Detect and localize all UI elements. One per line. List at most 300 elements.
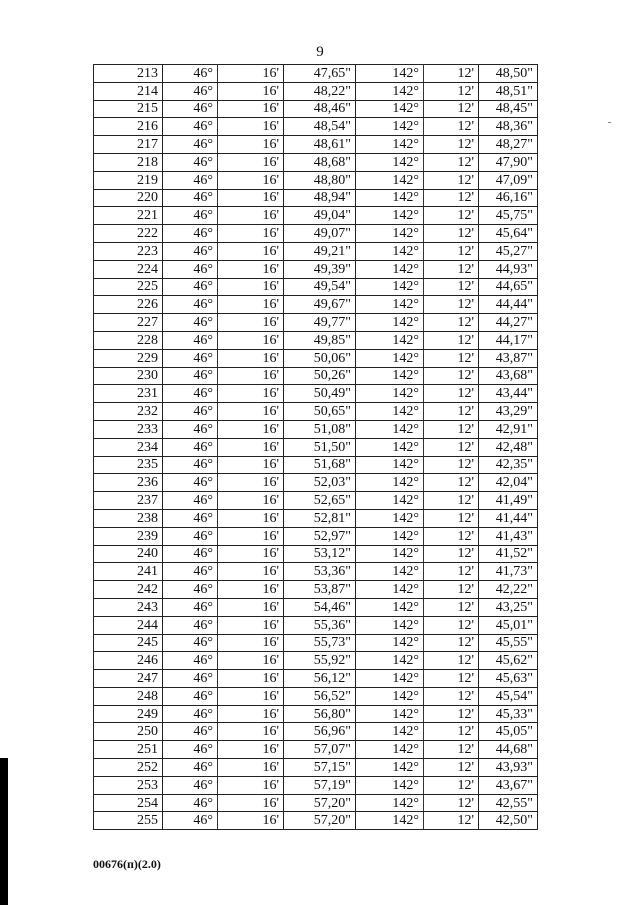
lon-degrees-cell: 142° — [356, 385, 424, 403]
lon-minutes-cell: 12' — [424, 385, 479, 403]
lat-seconds-cell: 56,52" — [284, 687, 356, 705]
lon-degrees-cell: 142° — [356, 136, 424, 154]
lon-minutes-cell: 12' — [424, 474, 479, 492]
table-row — [94, 260, 538, 278]
lat-seconds-cell: 52,65" — [284, 492, 356, 510]
lon-degrees-cell: 142° — [356, 581, 424, 599]
lat-degrees-cell: 46° — [163, 349, 218, 367]
table-row — [94, 385, 538, 403]
lat-seconds-cell: 50,06" — [284, 349, 356, 367]
lon-seconds-cell: 42,04" — [479, 474, 538, 492]
lat-seconds-cell: 51,08" — [284, 420, 356, 438]
lat-seconds-cell: 48,68" — [284, 153, 356, 171]
lat-degrees-cell: 46° — [163, 634, 218, 652]
lat-minutes-cell: 16' — [218, 278, 284, 296]
lat-seconds-cell: 50,26" — [284, 367, 356, 385]
point-number-cell: 233 — [94, 420, 163, 438]
lon-seconds-cell: 43,29" — [479, 403, 538, 421]
table-row — [94, 331, 538, 349]
lon-degrees-cell: 142° — [356, 563, 424, 581]
lon-seconds-cell: 44,17" — [479, 331, 538, 349]
lat-degrees-cell: 46° — [163, 705, 218, 723]
table-row — [94, 207, 538, 225]
point-number-cell: 231 — [94, 385, 163, 403]
lon-minutes-cell: 12' — [424, 136, 479, 154]
lon-seconds-cell: 41,49" — [479, 492, 538, 510]
point-number-cell: 250 — [94, 723, 163, 741]
lon-degrees-cell: 142° — [356, 670, 424, 688]
lon-minutes-cell: 12' — [424, 598, 479, 616]
lon-seconds-cell: 42,50" — [479, 812, 538, 830]
lon-minutes-cell: 12' — [424, 527, 479, 545]
lon-minutes-cell: 12' — [424, 581, 479, 599]
table-row — [94, 314, 538, 332]
point-number-cell: 249 — [94, 705, 163, 723]
table-row — [94, 367, 538, 385]
table-row — [94, 118, 538, 136]
lon-seconds-cell: 43,25" — [479, 598, 538, 616]
lat-degrees-cell: 46° — [163, 385, 218, 403]
lat-seconds-cell: 52,81" — [284, 509, 356, 527]
lat-seconds-cell: 54,46" — [284, 598, 356, 616]
lat-minutes-cell: 16' — [218, 403, 284, 421]
point-number-cell: 235 — [94, 456, 163, 474]
lon-minutes-cell: 12' — [424, 652, 479, 670]
lon-seconds-cell: 43,87" — [479, 349, 538, 367]
lon-degrees-cell: 142° — [356, 527, 424, 545]
lat-seconds-cell: 55,73" — [284, 634, 356, 652]
point-number-cell: 221 — [94, 207, 163, 225]
lat-degrees-cell: 46° — [163, 242, 218, 260]
coordinates-table-body — [94, 65, 538, 830]
lat-seconds-cell: 57,19" — [284, 776, 356, 794]
lat-minutes-cell: 16' — [218, 598, 284, 616]
lon-degrees-cell: 142° — [356, 705, 424, 723]
lat-minutes-cell: 16' — [218, 527, 284, 545]
lat-degrees-cell: 46° — [163, 118, 218, 136]
lon-seconds-cell: 44,27" — [479, 314, 538, 332]
lon-minutes-cell: 12' — [424, 118, 479, 136]
lon-degrees-cell: 142° — [356, 776, 424, 794]
lat-degrees-cell: 46° — [163, 545, 218, 563]
lat-seconds-cell: 49,67" — [284, 296, 356, 314]
point-number-cell: 229 — [94, 349, 163, 367]
lon-degrees-cell: 142° — [356, 296, 424, 314]
lon-degrees-cell: 142° — [356, 225, 424, 243]
lon-seconds-cell: 41,52" — [479, 545, 538, 563]
lat-seconds-cell: 56,96" — [284, 723, 356, 741]
lon-minutes-cell: 12' — [424, 260, 479, 278]
lon-seconds-cell: 45,27" — [479, 242, 538, 260]
lat-minutes-cell: 16' — [218, 296, 284, 314]
lat-degrees-cell: 46° — [163, 260, 218, 278]
point-number-cell: 237 — [94, 492, 163, 510]
lon-seconds-cell: 47,90" — [479, 153, 538, 171]
lon-degrees-cell: 142° — [356, 118, 424, 136]
lat-degrees-cell: 46° — [163, 314, 218, 332]
scan-edge-mark — [0, 758, 8, 905]
lat-degrees-cell: 46° — [163, 420, 218, 438]
lat-degrees-cell: 46° — [163, 474, 218, 492]
lon-minutes-cell: 12' — [424, 225, 479, 243]
table-row — [94, 794, 538, 812]
lat-degrees-cell: 46° — [163, 438, 218, 456]
lat-minutes-cell: 16' — [218, 492, 284, 510]
lat-minutes-cell: 16' — [218, 136, 284, 154]
table-row — [94, 456, 538, 474]
lon-seconds-cell: 44,44" — [479, 296, 538, 314]
lon-seconds-cell: 42,35" — [479, 456, 538, 474]
lat-minutes-cell: 16' — [218, 563, 284, 581]
lon-degrees-cell: 142° — [356, 634, 424, 652]
lon-minutes-cell: 12' — [424, 705, 479, 723]
lat-seconds-cell: 48,46" — [284, 100, 356, 118]
lat-degrees-cell: 46° — [163, 670, 218, 688]
lat-seconds-cell: 51,50" — [284, 438, 356, 456]
table-row — [94, 65, 538, 83]
lat-degrees-cell: 46° — [163, 225, 218, 243]
lat-degrees-cell: 46° — [163, 82, 218, 100]
table-row — [94, 296, 538, 314]
lat-minutes-cell: 16' — [218, 723, 284, 741]
page-number: 9 — [316, 44, 324, 60]
lon-degrees-cell: 142° — [356, 545, 424, 563]
lon-seconds-cell: 48,45" — [479, 100, 538, 118]
table-row — [94, 705, 538, 723]
table-row — [94, 759, 538, 777]
lat-degrees-cell: 46° — [163, 527, 218, 545]
lat-seconds-cell: 49,07" — [284, 225, 356, 243]
lon-seconds-cell: 41,43" — [479, 527, 538, 545]
lat-degrees-cell: 46° — [163, 367, 218, 385]
lon-seconds-cell: 44,68" — [479, 741, 538, 759]
lon-seconds-cell: 45,55" — [479, 634, 538, 652]
lat-minutes-cell: 16' — [218, 385, 284, 403]
table-row — [94, 492, 538, 510]
lon-minutes-cell: 12' — [424, 776, 479, 794]
lat-minutes-cell: 16' — [218, 652, 284, 670]
lon-seconds-cell: 45,33" — [479, 705, 538, 723]
lon-seconds-cell: 44,65" — [479, 278, 538, 296]
lon-minutes-cell: 12' — [424, 207, 479, 225]
point-number-cell: 214 — [94, 82, 163, 100]
lon-degrees-cell: 142° — [356, 153, 424, 171]
lat-minutes-cell: 16' — [218, 670, 284, 688]
lat-minutes-cell: 16' — [218, 189, 284, 207]
lon-seconds-cell: 41,73" — [479, 563, 538, 581]
lon-degrees-cell: 142° — [356, 207, 424, 225]
lon-minutes-cell: 12' — [424, 812, 479, 830]
lat-seconds-cell: 47,65" — [284, 65, 356, 83]
lat-degrees-cell: 46° — [163, 598, 218, 616]
lat-degrees-cell: 46° — [163, 509, 218, 527]
lon-seconds-cell: 48,27" — [479, 136, 538, 154]
coordinates-table — [93, 64, 538, 830]
lon-minutes-cell: 12' — [424, 741, 479, 759]
lon-seconds-cell: 43,67" — [479, 776, 538, 794]
lon-degrees-cell: 142° — [356, 100, 424, 118]
point-number-cell: 225 — [94, 278, 163, 296]
table-row — [94, 687, 538, 705]
lon-degrees-cell: 142° — [356, 403, 424, 421]
table-row — [94, 723, 538, 741]
lat-seconds-cell: 55,92" — [284, 652, 356, 670]
lon-seconds-cell: 46,16" — [479, 189, 538, 207]
table-row — [94, 741, 538, 759]
lat-seconds-cell: 56,80" — [284, 705, 356, 723]
lon-seconds-cell: 42,55" — [479, 794, 538, 812]
table-row — [94, 776, 538, 794]
lon-seconds-cell: 42,91" — [479, 420, 538, 438]
point-number-cell: 254 — [94, 794, 163, 812]
lon-degrees-cell: 142° — [356, 242, 424, 260]
table-row — [94, 171, 538, 189]
lat-minutes-cell: 16' — [218, 171, 284, 189]
point-number-cell: 242 — [94, 581, 163, 599]
lat-minutes-cell: 16' — [218, 634, 284, 652]
point-number-cell: 218 — [94, 153, 163, 171]
lat-seconds-cell: 49,21" — [284, 242, 356, 260]
lat-minutes-cell: 16' — [218, 581, 284, 599]
lat-degrees-cell: 46° — [163, 723, 218, 741]
lon-seconds-cell: 45,01" — [479, 616, 538, 634]
lat-degrees-cell: 46° — [163, 794, 218, 812]
lat-degrees-cell: 46° — [163, 812, 218, 830]
lon-degrees-cell: 142° — [356, 616, 424, 634]
lon-degrees-cell: 142° — [356, 652, 424, 670]
lat-minutes-cell: 16' — [218, 420, 284, 438]
lon-degrees-cell: 142° — [356, 171, 424, 189]
lon-degrees-cell: 142° — [356, 331, 424, 349]
table-row — [94, 349, 538, 367]
point-number-cell: 253 — [94, 776, 163, 794]
lon-degrees-cell: 142° — [356, 278, 424, 296]
lat-degrees-cell: 46° — [163, 153, 218, 171]
lat-minutes-cell: 16' — [218, 207, 284, 225]
lat-degrees-cell: 46° — [163, 171, 218, 189]
lon-degrees-cell: 142° — [356, 189, 424, 207]
lon-degrees-cell: 142° — [356, 82, 424, 100]
lon-degrees-cell: 142° — [356, 420, 424, 438]
lat-degrees-cell: 46° — [163, 100, 218, 118]
lon-degrees-cell: 142° — [356, 367, 424, 385]
lon-minutes-cell: 12' — [424, 242, 479, 260]
point-number-cell: 238 — [94, 509, 163, 527]
table-row — [94, 242, 538, 260]
table-row — [94, 100, 538, 118]
point-number-cell: 215 — [94, 100, 163, 118]
lon-minutes-cell: 12' — [424, 563, 479, 581]
lon-degrees-cell: 142° — [356, 509, 424, 527]
lat-degrees-cell: 46° — [163, 616, 218, 634]
point-number-cell: 232 — [94, 403, 163, 421]
table-row — [94, 545, 538, 563]
point-number-cell: 230 — [94, 367, 163, 385]
lon-degrees-cell: 142° — [356, 741, 424, 759]
lon-minutes-cell: 12' — [424, 759, 479, 777]
point-number-cell: 244 — [94, 616, 163, 634]
table-row — [94, 563, 538, 581]
lat-seconds-cell: 53,87" — [284, 581, 356, 599]
lon-seconds-cell: 48,51" — [479, 82, 538, 100]
lat-minutes-cell: 16' — [218, 545, 284, 563]
point-number-cell: 255 — [94, 812, 163, 830]
lat-seconds-cell: 55,36" — [284, 616, 356, 634]
table-row — [94, 581, 538, 599]
table-row — [94, 652, 538, 670]
point-number-cell: 234 — [94, 438, 163, 456]
lon-minutes-cell: 12' — [424, 331, 479, 349]
lat-seconds-cell: 48,61" — [284, 136, 356, 154]
lon-seconds-cell: 43,93" — [479, 759, 538, 777]
point-number-cell: 245 — [94, 634, 163, 652]
lat-seconds-cell: 49,54" — [284, 278, 356, 296]
lat-seconds-cell: 50,49" — [284, 385, 356, 403]
point-number-cell: 239 — [94, 527, 163, 545]
lat-degrees-cell: 46° — [163, 296, 218, 314]
table-row — [94, 474, 538, 492]
point-number-cell: 236 — [94, 474, 163, 492]
lat-minutes-cell: 16' — [218, 65, 284, 83]
point-number-cell: 223 — [94, 242, 163, 260]
point-number-cell: 224 — [94, 260, 163, 278]
point-number-cell: 252 — [94, 759, 163, 777]
lon-degrees-cell: 142° — [356, 598, 424, 616]
lat-seconds-cell: 49,04" — [284, 207, 356, 225]
lat-degrees-cell: 46° — [163, 759, 218, 777]
lat-seconds-cell: 52,03" — [284, 474, 356, 492]
lat-minutes-cell: 16' — [218, 794, 284, 812]
lon-seconds-cell: 48,50" — [479, 65, 538, 83]
lat-minutes-cell: 16' — [218, 705, 284, 723]
lat-seconds-cell: 48,54" — [284, 118, 356, 136]
lat-seconds-cell: 50,65" — [284, 403, 356, 421]
lon-minutes-cell: 12' — [424, 314, 479, 332]
lat-degrees-cell: 46° — [163, 581, 218, 599]
lon-degrees-cell: 142° — [356, 438, 424, 456]
table-row — [94, 82, 538, 100]
lat-minutes-cell: 16' — [218, 687, 284, 705]
lon-minutes-cell: 12' — [424, 367, 479, 385]
table-row — [94, 670, 538, 688]
lat-seconds-cell: 57,15" — [284, 759, 356, 777]
lat-seconds-cell: 57,07" — [284, 741, 356, 759]
lon-seconds-cell: 45,75" — [479, 207, 538, 225]
lat-degrees-cell: 46° — [163, 403, 218, 421]
lon-seconds-cell: 47,09" — [479, 171, 538, 189]
table-row — [94, 403, 538, 421]
lat-minutes-cell: 16' — [218, 225, 284, 243]
scan-speck — [608, 122, 611, 123]
lat-degrees-cell: 46° — [163, 687, 218, 705]
lon-seconds-cell: 45,62" — [479, 652, 538, 670]
lat-degrees-cell: 46° — [163, 207, 218, 225]
lon-minutes-cell: 12' — [424, 82, 479, 100]
table-row — [94, 438, 538, 456]
document-code: 00676(п)(2.0) — [93, 857, 161, 871]
point-number-cell: 222 — [94, 225, 163, 243]
lat-seconds-cell: 51,68" — [284, 456, 356, 474]
lon-seconds-cell: 48,36" — [479, 118, 538, 136]
lat-seconds-cell: 48,22" — [284, 82, 356, 100]
lat-seconds-cell: 49,77" — [284, 314, 356, 332]
lon-minutes-cell: 12' — [424, 420, 479, 438]
lon-minutes-cell: 12' — [424, 670, 479, 688]
point-number-cell: 226 — [94, 296, 163, 314]
lon-minutes-cell: 12' — [424, 65, 479, 83]
lat-seconds-cell: 53,36" — [284, 563, 356, 581]
lat-minutes-cell: 16' — [218, 759, 284, 777]
lat-degrees-cell: 46° — [163, 278, 218, 296]
table-row — [94, 527, 538, 545]
lon-minutes-cell: 12' — [424, 438, 479, 456]
lat-minutes-cell: 16' — [218, 242, 284, 260]
lon-minutes-cell: 12' — [424, 349, 479, 367]
lon-degrees-cell: 142° — [356, 759, 424, 777]
point-number-cell: 241 — [94, 563, 163, 581]
lat-seconds-cell: 49,39" — [284, 260, 356, 278]
point-number-cell: 247 — [94, 670, 163, 688]
lon-degrees-cell: 142° — [356, 349, 424, 367]
table-row — [94, 616, 538, 634]
point-number-cell: 246 — [94, 652, 163, 670]
lon-degrees-cell: 142° — [356, 723, 424, 741]
lon-minutes-cell: 12' — [424, 634, 479, 652]
lon-minutes-cell: 12' — [424, 616, 479, 634]
lon-degrees-cell: 142° — [356, 687, 424, 705]
lon-minutes-cell: 12' — [424, 687, 479, 705]
lat-seconds-cell: 53,12" — [284, 545, 356, 563]
point-number-cell: 228 — [94, 331, 163, 349]
lon-degrees-cell: 142° — [356, 794, 424, 812]
lon-minutes-cell: 12' — [424, 171, 479, 189]
lat-seconds-cell: 57,20" — [284, 812, 356, 830]
lon-minutes-cell: 12' — [424, 100, 479, 118]
lon-minutes-cell: 12' — [424, 723, 479, 741]
table-row — [94, 420, 538, 438]
lat-degrees-cell: 46° — [163, 456, 218, 474]
lat-minutes-cell: 16' — [218, 438, 284, 456]
lat-degrees-cell: 46° — [163, 652, 218, 670]
lat-minutes-cell: 16' — [218, 812, 284, 830]
lat-degrees-cell: 46° — [163, 65, 218, 83]
point-number-cell: 243 — [94, 598, 163, 616]
point-number-cell: 220 — [94, 189, 163, 207]
lon-degrees-cell: 142° — [356, 456, 424, 474]
lon-minutes-cell: 12' — [424, 509, 479, 527]
table-row — [94, 812, 538, 830]
lon-seconds-cell: 45,64" — [479, 225, 538, 243]
lon-seconds-cell: 43,44" — [479, 385, 538, 403]
lat-minutes-cell: 16' — [218, 118, 284, 136]
table-row — [94, 153, 538, 171]
table-row — [94, 634, 538, 652]
lon-seconds-cell: 44,93" — [479, 260, 538, 278]
lat-degrees-cell: 46° — [163, 331, 218, 349]
lat-degrees-cell: 46° — [163, 136, 218, 154]
lon-seconds-cell: 42,48" — [479, 438, 538, 456]
lat-minutes-cell: 16' — [218, 367, 284, 385]
lat-minutes-cell: 16' — [218, 509, 284, 527]
lon-degrees-cell: 142° — [356, 474, 424, 492]
point-number-cell: 227 — [94, 314, 163, 332]
point-number-cell: 240 — [94, 545, 163, 563]
lon-minutes-cell: 12' — [424, 456, 479, 474]
lon-degrees-cell: 142° — [356, 65, 424, 83]
point-number-cell: 251 — [94, 741, 163, 759]
lat-minutes-cell: 16' — [218, 260, 284, 278]
table-row — [94, 189, 538, 207]
